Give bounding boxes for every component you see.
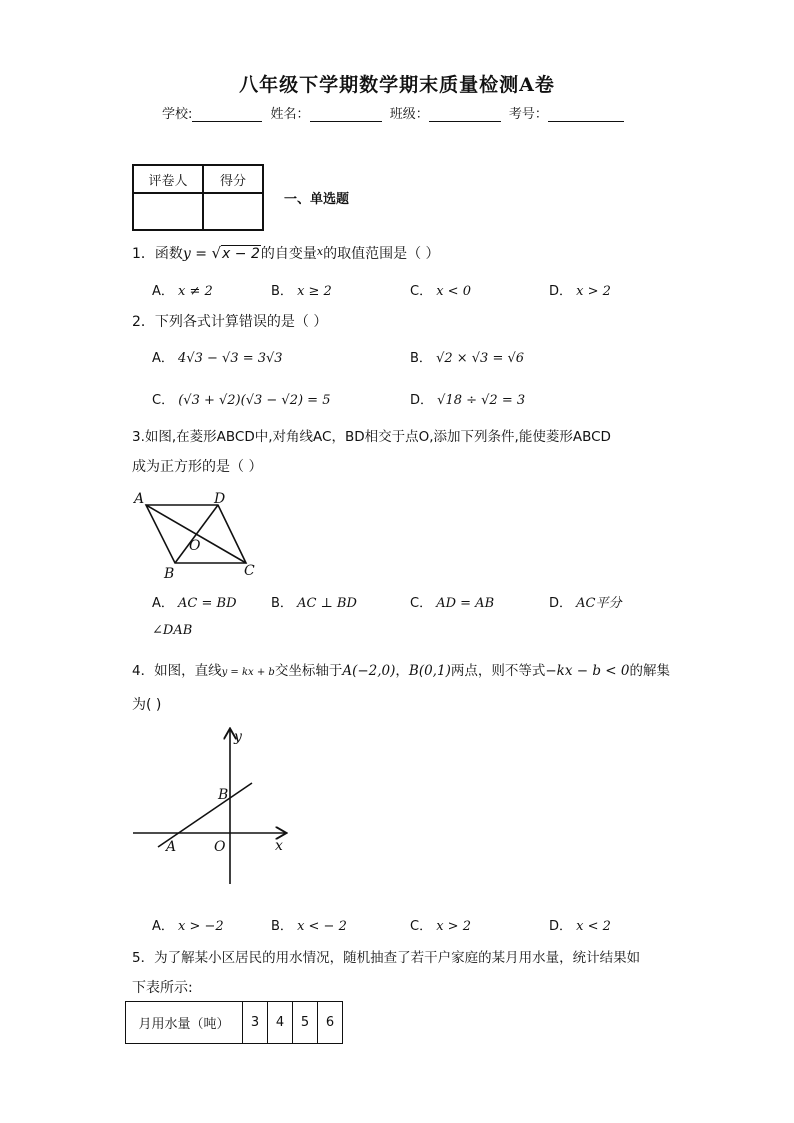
name-label: 姓名： (270, 107, 310, 122)
school-label: 学校: (162, 107, 193, 122)
label-b: B (164, 566, 175, 582)
q4-text-b: 交坐标轴于 (274, 663, 343, 679)
q4-text-c: 两点，则不等式 (450, 663, 546, 679)
rhombus-figure (125, 485, 275, 585)
option-label: A． (152, 596, 174, 611)
option-expr: √18 ÷ √2 = 3 (437, 393, 526, 408)
grader-cell[interactable] (133, 193, 203, 230)
q2-option-a[interactable] (152, 347, 283, 366)
q4-point-a: A(−2,0) (342, 663, 396, 679)
q4-inequality: −kx − b < 0 (545, 663, 630, 679)
water-usage-cell: 5 (293, 1002, 318, 1044)
option-label: C． (410, 284, 433, 299)
q1-formula-radicand: x − 2 (222, 246, 260, 262)
label-y-axis: y (234, 729, 242, 745)
option-expr: x > 2 (576, 284, 611, 299)
question-4-line-2: 为( ) (132, 697, 162, 713)
option-expr: x > 2 (436, 919, 471, 934)
option-expr: 4√3 − √3 = 3√3 (178, 351, 283, 366)
label-d: D (214, 491, 226, 507)
option-label: C． (410, 919, 433, 934)
label-c: C (244, 563, 255, 579)
line-ab (158, 783, 252, 847)
option-expr: x ≥ 2 (297, 284, 332, 299)
class-label: 班级： (389, 107, 429, 122)
option-expr: x < 2 (576, 919, 611, 934)
option-label: B． (271, 284, 293, 299)
q1-option-a[interactable] (152, 280, 213, 299)
q2-number: 2． (132, 314, 155, 330)
q1-text-b: 的自变量 (260, 246, 317, 262)
q2-option-b[interactable] (410, 347, 524, 366)
q1-text: 函数 (154, 246, 183, 262)
q1-option-d[interactable] (549, 280, 611, 299)
q4-text-d: 的解集 (629, 663, 670, 679)
option-expr: (√3 + √2)(√3 − √2) = 5 (178, 393, 331, 408)
water-usage-table (125, 1001, 343, 1044)
q2-option-c[interactable] (152, 389, 330, 408)
option-label: A． (152, 351, 174, 366)
q3-option-c[interactable] (410, 592, 494, 611)
question-5-line-1: 5．为了解某小区居民的用水情况，随机抽查了若干户家庭的某月用水量，统计结果如 (132, 950, 641, 966)
q2-text: 下列各式计算错误的是（ ） (154, 314, 328, 330)
label-b: B (218, 787, 229, 803)
water-usage-cell: 4 (268, 1002, 293, 1044)
label-x-axis: x (275, 838, 283, 854)
page-title: 八年级下学期数学期末质量检测A卷 (239, 74, 555, 96)
option-expr: AC = BD (178, 596, 237, 611)
label-origin: O (214, 839, 226, 855)
option-label: B． (410, 351, 432, 366)
q3-option-b[interactable] (271, 592, 357, 611)
q1-option-c[interactable] (410, 280, 471, 299)
diagonal-bd (175, 505, 218, 563)
student-info-line (162, 103, 628, 122)
q4-equation: y = kx + b (221, 667, 275, 678)
q4-option-b[interactable] (271, 915, 347, 934)
score-cell[interactable] (203, 193, 263, 230)
q1-variable: x (316, 245, 324, 258)
q1-number: 1． (132, 246, 155, 262)
question-4-line-1 (132, 659, 670, 679)
q1-option-b[interactable] (271, 280, 332, 299)
option-expr: x < − 2 (297, 919, 347, 934)
school-blank[interactable] (192, 107, 262, 122)
label-a: A (166, 839, 177, 855)
question-5-line-2: 下表所示: (132, 980, 193, 996)
option-label: B． (271, 596, 293, 611)
score-table (132, 164, 264, 231)
option-expr: AD = AB (436, 596, 495, 611)
q3-option-d[interactable] (549, 592, 622, 611)
q1-formula-lhs: y = (182, 246, 212, 262)
question-3-line-1: 3.如图,在菱形ABCD中,对角线AC，BD相交于点O,添加下列条件,能使菱形ABCD (132, 429, 611, 445)
q3-option-a[interactable] (152, 592, 237, 611)
question-3-line-2: 成为正方形的是（ ） (132, 459, 263, 475)
option-label: A． (152, 284, 174, 299)
coordinate-figure (125, 722, 300, 892)
water-usage-header: 月用水量（吨） (126, 1002, 243, 1044)
water-usage-cell: 6 (318, 1002, 343, 1044)
option-label: C． (152, 393, 175, 408)
option-label: D． (549, 919, 573, 934)
score-header: 得分 (203, 165, 263, 193)
option-expr: AC ⊥ BD (297, 596, 357, 611)
option-expr: x ≠ 2 (178, 284, 213, 299)
exam-number-label: 考号： (508, 107, 548, 122)
q1-text-c: 的取值范围是（ ） (323, 246, 440, 262)
option-expr: ∠DAB (152, 623, 193, 638)
option-label: D． (549, 596, 573, 611)
option-label: D． (410, 393, 434, 408)
option-label: C． (410, 596, 433, 611)
grader-header: 评卷人 (133, 165, 203, 193)
name-blank[interactable] (310, 107, 382, 122)
label-a: A (134, 491, 145, 507)
q4-option-a[interactable] (152, 915, 224, 934)
q4-option-c[interactable] (410, 915, 471, 934)
q2-option-d[interactable] (410, 389, 525, 408)
option-expr: x < 0 (436, 284, 471, 299)
option-label: D． (549, 284, 573, 299)
question-2 (132, 311, 327, 331)
label-o: O (189, 538, 201, 554)
option-label: B． (271, 919, 293, 934)
class-blank[interactable] (429, 107, 501, 122)
q4-option-d[interactable] (549, 915, 611, 934)
water-usage-cell: 3 (243, 1002, 268, 1044)
exam-number-blank[interactable] (548, 107, 624, 122)
section-heading: 一、单选题 (284, 192, 350, 207)
q4-text-a: 4．如图，直线 (132, 663, 222, 679)
q4-point-b: B(0,1) (408, 663, 451, 679)
option-label: A． (152, 919, 174, 934)
option-expr: √2 × √3 = √6 (436, 351, 525, 366)
question-1: 1．函数y = √x − 2的自变量$^x$的取值范围是（ ） (132, 244, 440, 262)
q3-option-d-continuation (152, 623, 192, 638)
option-expr: AC平分 (576, 596, 622, 611)
q4-separator: ， (395, 663, 409, 679)
option-expr: x > −2 (178, 919, 224, 934)
